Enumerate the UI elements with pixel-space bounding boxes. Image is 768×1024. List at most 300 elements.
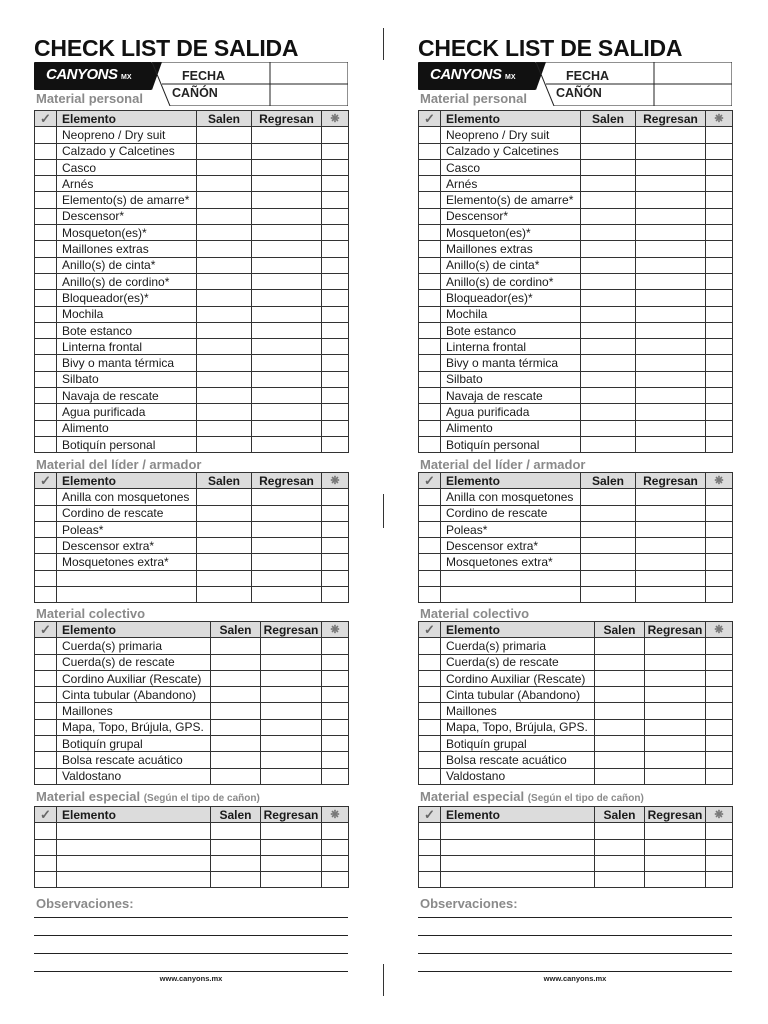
- regresan-cell[interactable]: [636, 306, 706, 322]
- check-cell[interactable]: [419, 638, 441, 654]
- check-cell[interactable]: [419, 241, 441, 257]
- check-cell[interactable]: [35, 670, 57, 686]
- salen-cell[interactable]: [197, 587, 252, 603]
- mark-cell[interactable]: [322, 127, 349, 143]
- salen-cell[interactable]: [595, 654, 645, 670]
- check-cell[interactable]: [419, 388, 441, 404]
- mark-cell[interactable]: [706, 143, 733, 159]
- salen-cell[interactable]: [595, 687, 645, 703]
- regresan-cell[interactable]: [252, 306, 322, 322]
- salen-cell[interactable]: [581, 554, 636, 570]
- regresan-cell[interactable]: [636, 505, 706, 521]
- regresan-cell[interactable]: [252, 489, 322, 505]
- mark-cell[interactable]: [706, 521, 733, 537]
- mark-cell[interactable]: [706, 371, 733, 387]
- salen-cell[interactable]: [211, 670, 261, 686]
- observation-line[interactable]: [34, 953, 348, 954]
- salen-cell[interactable]: [581, 570, 636, 586]
- regresan-cell[interactable]: [261, 872, 322, 888]
- regresan-cell[interactable]: [645, 703, 706, 719]
- mark-cell[interactable]: [322, 670, 349, 686]
- salen-cell[interactable]: [581, 322, 636, 338]
- check-cell[interactable]: [35, 371, 57, 387]
- regresan-cell[interactable]: [636, 388, 706, 404]
- mark-cell[interactable]: [706, 554, 733, 570]
- mark-cell[interactable]: [706, 192, 733, 208]
- regresan-cell[interactable]: [645, 719, 706, 735]
- salen-cell[interactable]: [595, 719, 645, 735]
- check-cell[interactable]: [419, 208, 441, 224]
- mark-cell[interactable]: [706, 587, 733, 603]
- check-cell[interactable]: [35, 687, 57, 703]
- check-cell[interactable]: [419, 159, 441, 175]
- check-cell[interactable]: [35, 176, 57, 192]
- salen-cell[interactable]: [581, 208, 636, 224]
- salen-cell[interactable]: [197, 489, 252, 505]
- check-cell[interactable]: [419, 670, 441, 686]
- check-cell[interactable]: [35, 404, 57, 420]
- check-cell[interactable]: [419, 225, 441, 241]
- mark-cell[interactable]: [706, 687, 733, 703]
- salen-cell[interactable]: [581, 404, 636, 420]
- check-cell[interactable]: [35, 638, 57, 654]
- check-cell[interactable]: [419, 855, 441, 871]
- check-cell[interactable]: [419, 273, 441, 289]
- regresan-cell[interactable]: [252, 355, 322, 371]
- regresan-cell[interactable]: [261, 736, 322, 752]
- salen-cell[interactable]: [197, 521, 252, 537]
- salen-cell[interactable]: [595, 670, 645, 686]
- check-cell[interactable]: [419, 339, 441, 355]
- salen-cell[interactable]: [211, 839, 261, 855]
- check-cell[interactable]: [419, 554, 441, 570]
- salen-cell[interactable]: [581, 225, 636, 241]
- regresan-cell[interactable]: [645, 687, 706, 703]
- mark-cell[interactable]: [322, 257, 349, 273]
- salen-cell[interactable]: [581, 306, 636, 322]
- salen-cell[interactable]: [197, 538, 252, 554]
- salen-cell[interactable]: [197, 322, 252, 338]
- salen-cell[interactable]: [211, 687, 261, 703]
- check-cell[interactable]: [35, 872, 57, 888]
- canon-field[interactable]: [656, 85, 730, 105]
- check-cell[interactable]: [35, 339, 57, 355]
- mark-cell[interactable]: [322, 273, 349, 289]
- regresan-cell[interactable]: [252, 436, 322, 452]
- mark-cell[interactable]: [322, 388, 349, 404]
- salen-cell[interactable]: [581, 388, 636, 404]
- check-cell[interactable]: [35, 127, 57, 143]
- regresan-cell[interactable]: [252, 570, 322, 586]
- check-cell[interactable]: [35, 420, 57, 436]
- check-cell[interactable]: [419, 420, 441, 436]
- check-cell[interactable]: [419, 654, 441, 670]
- mark-cell[interactable]: [706, 839, 733, 855]
- regresan-cell[interactable]: [252, 127, 322, 143]
- mark-cell[interactable]: [322, 736, 349, 752]
- regresan-cell[interactable]: [261, 823, 322, 839]
- mark-cell[interactable]: [322, 225, 349, 241]
- check-cell[interactable]: [419, 127, 441, 143]
- mark-cell[interactable]: [322, 339, 349, 355]
- regresan-cell[interactable]: [636, 257, 706, 273]
- check-cell[interactable]: [35, 306, 57, 322]
- regresan-cell[interactable]: [252, 322, 322, 338]
- regresan-cell[interactable]: [252, 587, 322, 603]
- mark-cell[interactable]: [322, 587, 349, 603]
- regresan-cell[interactable]: [645, 736, 706, 752]
- check-cell[interactable]: [35, 855, 57, 871]
- salen-cell[interactable]: [197, 554, 252, 570]
- salen-cell[interactable]: [581, 339, 636, 355]
- observation-line[interactable]: [34, 971, 348, 972]
- mark-cell[interactable]: [322, 290, 349, 306]
- observation-line[interactable]: [418, 935, 732, 936]
- salen-cell[interactable]: [595, 823, 645, 839]
- regresan-cell[interactable]: [636, 420, 706, 436]
- regresan-cell[interactable]: [252, 143, 322, 159]
- regresan-cell[interactable]: [636, 208, 706, 224]
- regresan-cell[interactable]: [261, 855, 322, 871]
- check-cell[interactable]: [35, 355, 57, 371]
- regresan-cell[interactable]: [645, 638, 706, 654]
- mark-cell[interactable]: [322, 306, 349, 322]
- salen-cell[interactable]: [197, 371, 252, 387]
- mark-cell[interactable]: [322, 538, 349, 554]
- mark-cell[interactable]: [706, 241, 733, 257]
- mark-cell[interactable]: [706, 225, 733, 241]
- regresan-cell[interactable]: [252, 225, 322, 241]
- regresan-cell[interactable]: [636, 290, 706, 306]
- check-cell[interactable]: [419, 538, 441, 554]
- check-cell[interactable]: [35, 159, 57, 175]
- mark-cell[interactable]: [322, 521, 349, 537]
- mark-cell[interactable]: [322, 159, 349, 175]
- mark-cell[interactable]: [322, 404, 349, 420]
- regresan-cell[interactable]: [252, 404, 322, 420]
- check-cell[interactable]: [419, 371, 441, 387]
- check-cell[interactable]: [35, 388, 57, 404]
- salen-cell[interactable]: [197, 290, 252, 306]
- mark-cell[interactable]: [322, 855, 349, 871]
- salen-cell[interactable]: [581, 355, 636, 371]
- salen-cell[interactable]: [581, 587, 636, 603]
- observation-line[interactable]: [418, 953, 732, 954]
- check-cell[interactable]: [419, 823, 441, 839]
- mark-cell[interactable]: [706, 768, 733, 784]
- mark-cell[interactable]: [706, 654, 733, 670]
- salen-cell[interactable]: [581, 127, 636, 143]
- regresan-cell[interactable]: [252, 290, 322, 306]
- mark-cell[interactable]: [706, 290, 733, 306]
- check-cell[interactable]: [419, 436, 441, 452]
- salen-cell[interactable]: [211, 752, 261, 768]
- mark-cell[interactable]: [706, 306, 733, 322]
- mark-cell[interactable]: [706, 670, 733, 686]
- mark-cell[interactable]: [322, 322, 349, 338]
- mark-cell[interactable]: [322, 638, 349, 654]
- regresan-cell[interactable]: [252, 521, 322, 537]
- regresan-cell[interactable]: [636, 273, 706, 289]
- salen-cell[interactable]: [211, 736, 261, 752]
- regresan-cell[interactable]: [636, 127, 706, 143]
- salen-cell[interactable]: [581, 489, 636, 505]
- check-cell[interactable]: [35, 143, 57, 159]
- mark-cell[interactable]: [322, 687, 349, 703]
- salen-cell[interactable]: [581, 143, 636, 159]
- mark-cell[interactable]: [706, 322, 733, 338]
- salen-cell[interactable]: [211, 703, 261, 719]
- regresan-cell[interactable]: [261, 703, 322, 719]
- salen-cell[interactable]: [197, 436, 252, 452]
- mark-cell[interactable]: [322, 143, 349, 159]
- regresan-cell[interactable]: [636, 322, 706, 338]
- regresan-cell[interactable]: [252, 257, 322, 273]
- check-cell[interactable]: [419, 768, 441, 784]
- mark-cell[interactable]: [322, 570, 349, 586]
- regresan-cell[interactable]: [252, 371, 322, 387]
- mark-cell[interactable]: [322, 554, 349, 570]
- salen-cell[interactable]: [581, 273, 636, 289]
- salen-cell[interactable]: [581, 505, 636, 521]
- regresan-cell[interactable]: [252, 505, 322, 521]
- salen-cell[interactable]: [197, 570, 252, 586]
- regresan-cell[interactable]: [636, 192, 706, 208]
- regresan-cell[interactable]: [636, 355, 706, 371]
- check-cell[interactable]: [419, 322, 441, 338]
- salen-cell[interactable]: [197, 127, 252, 143]
- check-cell[interactable]: [35, 703, 57, 719]
- regresan-cell[interactable]: [645, 670, 706, 686]
- mark-cell[interactable]: [322, 505, 349, 521]
- regresan-cell[interactable]: [252, 339, 322, 355]
- salen-cell[interactable]: [595, 872, 645, 888]
- check-cell[interactable]: [419, 505, 441, 521]
- regresan-cell[interactable]: [636, 436, 706, 452]
- check-cell[interactable]: [419, 872, 441, 888]
- salen-cell[interactable]: [595, 703, 645, 719]
- check-cell[interactable]: [419, 752, 441, 768]
- mark-cell[interactable]: [322, 208, 349, 224]
- mark-cell[interactable]: [322, 703, 349, 719]
- mark-cell[interactable]: [706, 420, 733, 436]
- regresan-cell[interactable]: [252, 538, 322, 554]
- mark-cell[interactable]: [706, 638, 733, 654]
- regresan-cell[interactable]: [636, 554, 706, 570]
- salen-cell[interactable]: [197, 355, 252, 371]
- salen-cell[interactable]: [211, 654, 261, 670]
- salen-cell[interactable]: [197, 404, 252, 420]
- regresan-cell[interactable]: [636, 225, 706, 241]
- regresan-cell[interactable]: [261, 687, 322, 703]
- check-cell[interactable]: [35, 505, 57, 521]
- mark-cell[interactable]: [706, 570, 733, 586]
- check-cell[interactable]: [35, 554, 57, 570]
- check-cell[interactable]: [419, 839, 441, 855]
- check-cell[interactable]: [419, 489, 441, 505]
- salen-cell[interactable]: [581, 538, 636, 554]
- check-cell[interactable]: [35, 768, 57, 784]
- check-cell[interactable]: [35, 273, 57, 289]
- salen-cell[interactable]: [197, 192, 252, 208]
- salen-cell[interactable]: [211, 855, 261, 871]
- salen-cell[interactable]: [211, 823, 261, 839]
- mark-cell[interactable]: [706, 703, 733, 719]
- salen-cell[interactable]: [197, 143, 252, 159]
- regresan-cell[interactable]: [636, 404, 706, 420]
- regresan-cell[interactable]: [252, 208, 322, 224]
- salen-cell[interactable]: [581, 159, 636, 175]
- salen-cell[interactable]: [211, 768, 261, 784]
- mark-cell[interactable]: [706, 736, 733, 752]
- check-cell[interactable]: [35, 587, 57, 603]
- mark-cell[interactable]: [706, 872, 733, 888]
- regresan-cell[interactable]: [645, 654, 706, 670]
- salen-cell[interactable]: [197, 257, 252, 273]
- salen-cell[interactable]: [197, 208, 252, 224]
- regresan-cell[interactable]: [252, 241, 322, 257]
- mark-cell[interactable]: [322, 719, 349, 735]
- salen-cell[interactable]: [197, 505, 252, 521]
- regresan-cell[interactable]: [645, 752, 706, 768]
- salen-cell[interactable]: [581, 257, 636, 273]
- check-cell[interactable]: [419, 687, 441, 703]
- mark-cell[interactable]: [706, 538, 733, 554]
- mark-cell[interactable]: [706, 388, 733, 404]
- mark-cell[interactable]: [706, 339, 733, 355]
- check-cell[interactable]: [419, 521, 441, 537]
- regresan-cell[interactable]: [261, 638, 322, 654]
- observation-line[interactable]: [418, 917, 732, 918]
- salen-cell[interactable]: [581, 241, 636, 257]
- regresan-cell[interactable]: [645, 872, 706, 888]
- check-cell[interactable]: [35, 839, 57, 855]
- check-cell[interactable]: [419, 736, 441, 752]
- mark-cell[interactable]: [322, 241, 349, 257]
- regresan-cell[interactable]: [252, 192, 322, 208]
- salen-cell[interactable]: [595, 839, 645, 855]
- check-cell[interactable]: [419, 587, 441, 603]
- regresan-cell[interactable]: [636, 587, 706, 603]
- salen-cell[interactable]: [581, 176, 636, 192]
- check-cell[interactable]: [35, 752, 57, 768]
- mark-cell[interactable]: [706, 719, 733, 735]
- salen-cell[interactable]: [197, 159, 252, 175]
- mark-cell[interactable]: [322, 192, 349, 208]
- regresan-cell[interactable]: [252, 420, 322, 436]
- check-cell[interactable]: [35, 436, 57, 452]
- check-cell[interactable]: [419, 143, 441, 159]
- regresan-cell[interactable]: [261, 752, 322, 768]
- salen-cell[interactable]: [581, 420, 636, 436]
- check-cell[interactable]: [35, 241, 57, 257]
- regresan-cell[interactable]: [636, 489, 706, 505]
- salen-cell[interactable]: [211, 638, 261, 654]
- check-cell[interactable]: [35, 538, 57, 554]
- mark-cell[interactable]: [706, 257, 733, 273]
- regresan-cell[interactable]: [636, 538, 706, 554]
- check-cell[interactable]: [419, 306, 441, 322]
- regresan-cell[interactable]: [252, 273, 322, 289]
- mark-cell[interactable]: [322, 436, 349, 452]
- observation-line[interactable]: [418, 971, 732, 972]
- check-cell[interactable]: [419, 404, 441, 420]
- regresan-cell[interactable]: [252, 388, 322, 404]
- mark-cell[interactable]: [706, 159, 733, 175]
- mark-cell[interactable]: [706, 176, 733, 192]
- salen-cell[interactable]: [211, 719, 261, 735]
- mark-cell[interactable]: [706, 436, 733, 452]
- mark-cell[interactable]: [322, 872, 349, 888]
- salen-cell[interactable]: [197, 420, 252, 436]
- regresan-cell[interactable]: [636, 521, 706, 537]
- regresan-cell[interactable]: [636, 176, 706, 192]
- mark-cell[interactable]: [706, 273, 733, 289]
- mark-cell[interactable]: [706, 355, 733, 371]
- salen-cell[interactable]: [197, 273, 252, 289]
- mark-cell[interactable]: [322, 355, 349, 371]
- check-cell[interactable]: [35, 257, 57, 273]
- salen-cell[interactable]: [595, 638, 645, 654]
- check-cell[interactable]: [35, 823, 57, 839]
- check-cell[interactable]: [35, 290, 57, 306]
- regresan-cell[interactable]: [645, 855, 706, 871]
- regresan-cell[interactable]: [645, 839, 706, 855]
- regresan-cell[interactable]: [261, 670, 322, 686]
- check-cell[interactable]: [419, 719, 441, 735]
- salen-cell[interactable]: [197, 176, 252, 192]
- check-cell[interactable]: [35, 225, 57, 241]
- mark-cell[interactable]: [706, 127, 733, 143]
- mark-cell[interactable]: [706, 505, 733, 521]
- mark-cell[interactable]: [322, 489, 349, 505]
- check-cell[interactable]: [35, 654, 57, 670]
- fecha-field[interactable]: [272, 63, 346, 83]
- check-cell[interactable]: [35, 208, 57, 224]
- check-cell[interactable]: [419, 257, 441, 273]
- regresan-cell[interactable]: [261, 839, 322, 855]
- regresan-cell[interactable]: [636, 371, 706, 387]
- salen-cell[interactable]: [197, 306, 252, 322]
- salen-cell[interactable]: [581, 436, 636, 452]
- check-cell[interactable]: [35, 192, 57, 208]
- salen-cell[interactable]: [581, 290, 636, 306]
- regresan-cell[interactable]: [636, 143, 706, 159]
- regresan-cell[interactable]: [636, 159, 706, 175]
- salen-cell[interactable]: [197, 225, 252, 241]
- check-cell[interactable]: [35, 489, 57, 505]
- salen-cell[interactable]: [595, 768, 645, 784]
- regresan-cell[interactable]: [261, 768, 322, 784]
- salen-cell[interactable]: [197, 339, 252, 355]
- mark-cell[interactable]: [706, 855, 733, 871]
- regresan-cell[interactable]: [261, 719, 322, 735]
- salen-cell[interactable]: [595, 752, 645, 768]
- observation-line[interactable]: [34, 917, 348, 918]
- mark-cell[interactable]: [706, 404, 733, 420]
- check-cell[interactable]: [35, 719, 57, 735]
- mark-cell[interactable]: [706, 823, 733, 839]
- regresan-cell[interactable]: [261, 654, 322, 670]
- canon-field[interactable]: [272, 85, 346, 105]
- mark-cell[interactable]: [322, 176, 349, 192]
- regresan-cell[interactable]: [645, 823, 706, 839]
- mark-cell[interactable]: [322, 654, 349, 670]
- mark-cell[interactable]: [706, 752, 733, 768]
- salen-cell[interactable]: [197, 388, 252, 404]
- salen-cell[interactable]: [595, 855, 645, 871]
- regresan-cell[interactable]: [636, 241, 706, 257]
